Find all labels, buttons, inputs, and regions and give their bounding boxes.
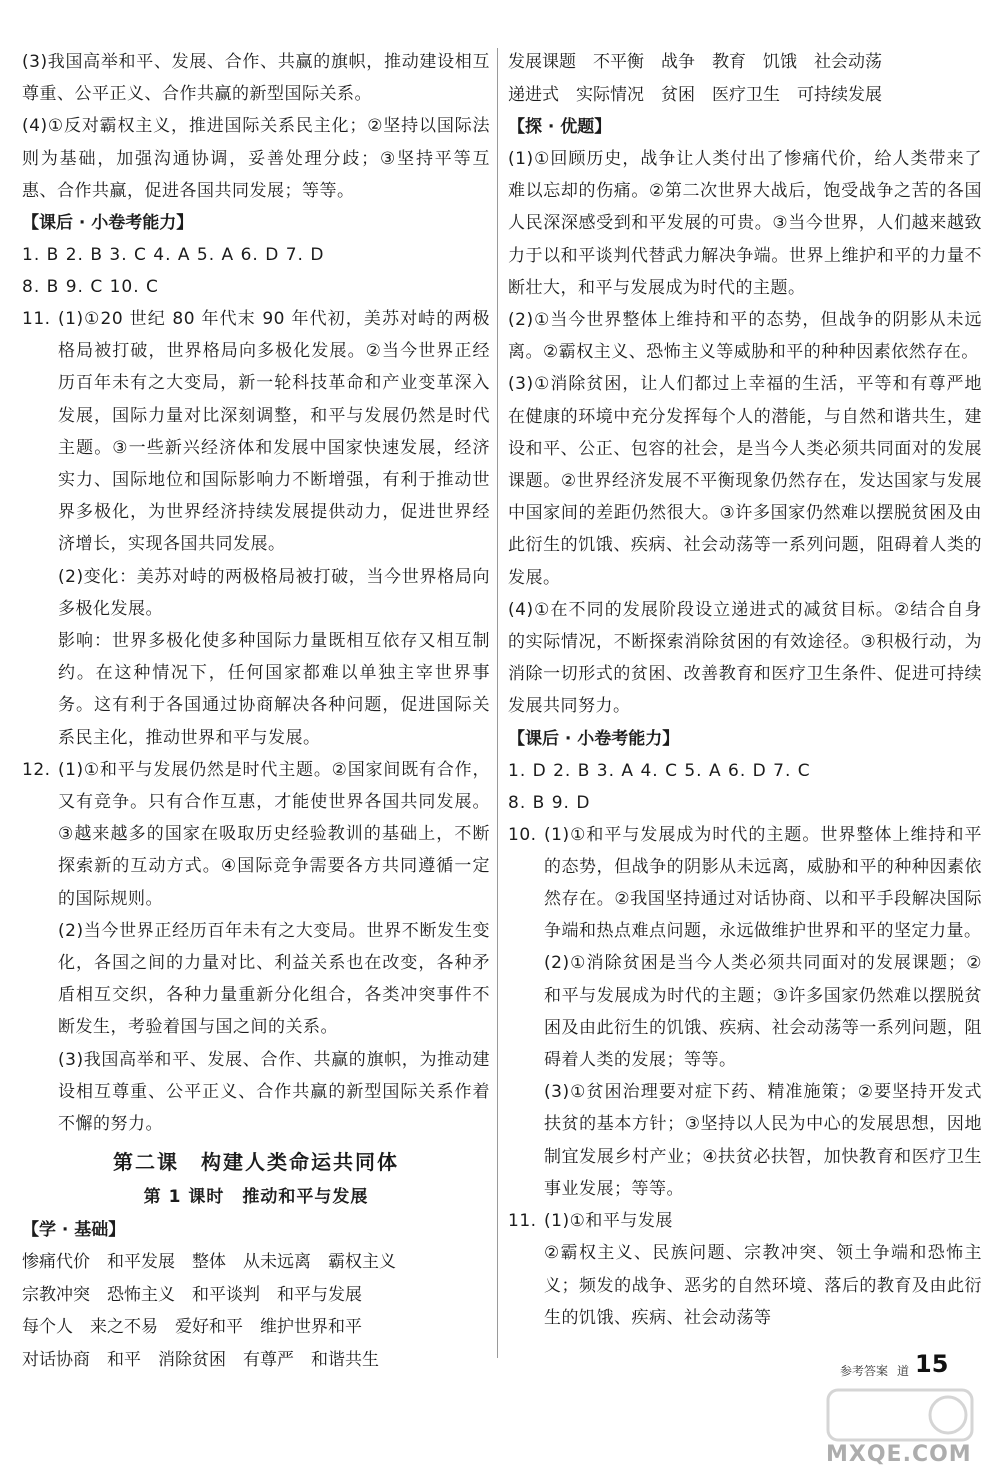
question-11 bbox=[508, 1205, 982, 1237]
section-heading: 【学 · 基础】 bbox=[22, 1220, 126, 1241]
question-11 bbox=[22, 303, 490, 561]
question-number: 11. bbox=[22, 309, 51, 330]
lesson-title: 第 1 课时 推动和平与发展 bbox=[143, 1187, 369, 1208]
page-prefix: 道 bbox=[897, 1364, 910, 1378]
question-number: 12. bbox=[22, 759, 51, 780]
question-10 bbox=[508, 819, 982, 948]
answer-paragraph: (3)①消除贫困，让人们都过上幸福的生活，平等和有尊严地在健康的环境中充分发挥每个人的潜能，与自然和谐共生，建设和平、公正、包容的社会，是当今人类必须共同面对的发展课题。②世界经济发展不平衡现象仍然存在，发达国家与发展中国家间的差距仍然很大。③许多国家仍然难以摆脱贫困及由此衍生的饥饿、疾病、社会动荡等一系列问题，阻碍着人类的发展。 bbox=[508, 374, 982, 588]
answer-text: (1)①和平与发展成为时代的主题。世界整体上维持和平的态势，但战争的阴影从未远离，威胁和平的种种因素依然存在。②我国坚持通过对话协商、以和平手段解决国际争端和热点难点问题，永远做维护世界和平的坚定力量。 bbox=[544, 824, 982, 942]
question-number: 10. bbox=[508, 824, 537, 845]
question-number: 11. bbox=[508, 1211, 537, 1232]
column-divider bbox=[497, 48, 498, 1358]
page-number: 15 bbox=[915, 1350, 949, 1378]
answer-text: (1)①和平与发展仍然是时代主题。②国家间既有合作，又有竞争。只有合作互惠，才能使世界各国共同发展。③越来越多的国家在吸取历史经验教训的基础上，不断探索新的互动方式。④国际竞争需要各方共同遵循一定的国际规则。 bbox=[58, 759, 490, 909]
answer-paragraph: (3)我国高举和平、发展、合作、共赢的旗帜，推动建设相互尊重、公平正义、合作共赢的新型国际关系。 bbox=[22, 52, 490, 105]
keyword-line: 惨痛代价 和平发展 整体 从未远离 霸权主义 bbox=[22, 1252, 396, 1273]
footer-label: 参考答案 bbox=[840, 1364, 889, 1378]
section-heading: 【课后 · 小卷考能力】 bbox=[508, 728, 680, 749]
right-column bbox=[508, 46, 982, 1334]
choice-answers: 8. B 9. C 10. C bbox=[22, 277, 159, 298]
choice-answers: 1. B 2. B 3. C 4. A 5. A 6. D 7. D bbox=[22, 245, 325, 266]
question-12 bbox=[22, 754, 490, 915]
keyword-line: 宗教冲突 恐怖主义 和平谈判 和平与发展 bbox=[22, 1284, 362, 1305]
answer-text: (1)①20 世纪 80 年代末 90 年代初，美苏对峙的两极格局被打破，世界格局向多极化发展。②当今世界正经历百年未有之大变局，新一轮科技革命和产业变革深入发展，国际力量对比深刻调整，和平与发展仍然是时代主题。③一些新兴经济体和发展中国家快速发展，经济实力、国际地位和国际影响力不断增强，有利于推动世界多极化，为世界经济持续发展提供动力，促进世界经济增长，实现各国共同发展。 bbox=[58, 309, 490, 555]
answer-paragraph: (2)当今世界正经历百年未有之大变局。世界不断发生变化，各国之间的力量对比、利益关系也在改变，各种矛盾相互交织，各种力量重新分化组合，各类冲突事件不断发生，考验着国与国之间的关系。 bbox=[58, 920, 490, 1038]
left-column bbox=[22, 46, 490, 1376]
choice-answers: 1. D 2. B 3. A 4. C 5. A 6. D 7. C bbox=[508, 760, 811, 781]
answer-paragraph: (1)①回顾历史，战争让人类付出了惨痛代价，给人类带来了难以忘却的伤痛。②第二次世界大战后，饱受战争之苦的各国人民深深感受到和平发展的可贵。③当今世界，人们越来越致力于以和平谈判代替武力解决争端。世界上维护和平的力量不断壮大，和平与发展成为时代的主题。 bbox=[508, 149, 982, 298]
choice-answers: 8. B 9. D bbox=[508, 792, 591, 813]
keyword-line: 递进式 实际情况 贫困 医疗卫生 可持续发展 bbox=[508, 84, 882, 105]
answer-text: (1)①和平与发展 bbox=[544, 1211, 673, 1232]
answer-paragraph: ②霸权主义、民族问题、宗教冲突、领土争端和恐怖主义；频发的战争、恶劣的自然环境、落后的教育及由此衍生的饥饿、疾病、社会动荡等 bbox=[544, 1243, 982, 1328]
answer-paragraph: (2)①消除贫困是当今人类必须共同面对的发展课题；②和平与发展成为时代的主题；③许多国家仍然难以摆脱贫困及由此衍生的饥饿、疾病、社会动荡等一系列问题，阻碍着人类的发展；等等。 bbox=[544, 953, 982, 1071]
answer-paragraph: (4)①在不同的发展阶段设立递进式的减贫目标。②结合自身的实际情况，不断探索消除贫困的有效途径。③积极行动，为消除一切形式的贫困、改善教育和医疗卫生条件、促进可持续发展共同努力。 bbox=[508, 599, 982, 717]
answer-paragraph: (2)①当今世界整体上维持和平的态势，但战争的阴影从未远离。②霸权主义、恐怖主义等威胁和平的种种因素依然存在。 bbox=[508, 310, 982, 363]
answer-paragraph: (4)①反对霸权主义，推进国际关系民主化；②坚持以国际法则为基础，加强沟通协调，妥善处理分歧；③坚持平等互惠、合作共赢，促进各国共同发展；等等。 bbox=[22, 116, 490, 201]
keyword-line: 对话协商 和平 消除贫困 有尊严 和谐共生 bbox=[22, 1349, 379, 1370]
watermark-text: MXQE.COM bbox=[826, 1442, 972, 1467]
answer-paragraph: 影响：世界多极化使多种国际力量既相互依存又相互制约。在这种情况下，任何国家都难以单独主宰世界事务。这有利于各国通过协商解决各种问题，促进国际关系民主化，推动世界和平与发展。 bbox=[58, 631, 490, 748]
keyword-line: 发展课题 不平衡 战争 教育 饥饿 社会动荡 bbox=[508, 52, 882, 72]
answer-paragraph: (3)①贫困治理要对症下药、精准施策；②要坚持开发式扶贫的基本方针；③坚持以人民为中心的发展思想，因地制宜发展乡村产业；④扶贫必扶智，加快教育和医疗卫生事业发展；等等。 bbox=[544, 1082, 982, 1199]
section-heading: 【课后 · 小卷考能力】 bbox=[22, 213, 194, 234]
keyword-line: 每个人 来之不易 爱好和平 维护世界和平 bbox=[22, 1317, 362, 1338]
answer-paragraph: (2)变化：美苏对峙的两极格局被打破，当今世界格局向多极化发展。 bbox=[58, 566, 490, 619]
chapter-title: 第二课 构建人类命运共同体 bbox=[113, 1150, 399, 1175]
answer-paragraph: (3)我国高举和平、发展、合作、共赢的旗帜，为推动建设相互尊重、公平正义、合作共赢的新型国际关系作着不懈的努力。 bbox=[58, 1049, 490, 1135]
section-heading: 【探 · 优题】 bbox=[508, 117, 612, 137]
